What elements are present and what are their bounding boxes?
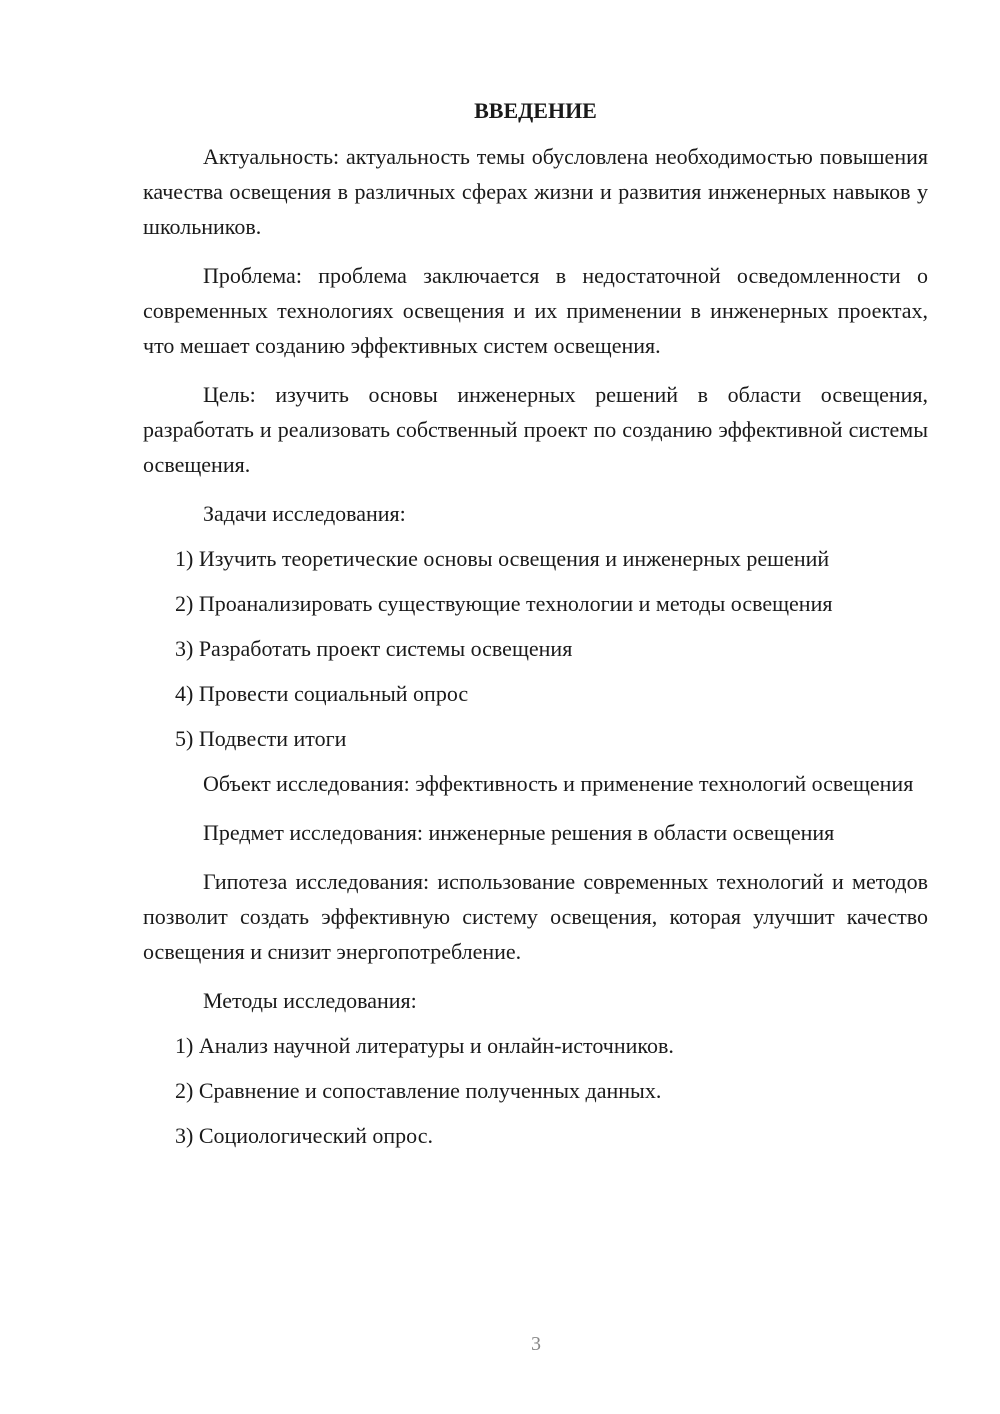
object-paragraph: Объект исследования: эффективность и применение технологий освещения bbox=[203, 771, 914, 796]
methods-label: Методы исследования: bbox=[203, 988, 417, 1013]
page-title: ВВЕДЕНИЕ bbox=[474, 98, 597, 123]
list-item: 5) Подвести итоги bbox=[175, 726, 347, 751]
hypothesis-paragraph: Гипотеза исследования: использование современных технологий и методов позволит создать эффективную систему освещения, которая улучшит качество освещения и снизит энергопотребление. bbox=[143, 869, 928, 964]
methods-list bbox=[143, 1028, 928, 1153]
list-item: 4) Провести социальный опрос bbox=[175, 681, 469, 706]
tasks-label: Задачи исследования: bbox=[203, 501, 406, 526]
goal-paragraph: Цель: изучить основы инженерных решений в области освещения, разработать и реализовать собственный проект по созданию эффективной системы освещения. bbox=[143, 382, 928, 477]
list-item: 1) Изучить теоретические основы освещения и инженерных решений bbox=[175, 546, 830, 571]
list-item: 2) Сравнение и сопоставление полученных данных. bbox=[175, 1078, 662, 1103]
tasks-list bbox=[143, 541, 928, 756]
subject-paragraph: Предмет исследования: инженерные решения в области освещения bbox=[203, 820, 835, 845]
list-item: 3) Социологический опрос. bbox=[175, 1123, 433, 1148]
list-item: 2) Проанализировать существующие технологии и методы освещения bbox=[175, 591, 833, 616]
list-item: 3) Разработать проект системы освещения bbox=[175, 636, 573, 661]
list-item: 1) Анализ научной литературы и онлайн-источников. bbox=[175, 1033, 674, 1058]
page-content bbox=[143, 96, 928, 1163]
page-number: 3 bbox=[531, 1333, 541, 1355]
problem-paragraph: Проблема: проблема заключается в недостаточной осведомленности о современных технологиях освещения и их применении в инженерных проектах, что мешает созданию эффективных систем освещения. bbox=[143, 263, 928, 358]
relevance-paragraph: Актуальность: актуальность темы обусловлена необходимостью повышения качества освещения в различных сферах жизни и развития инженерных навыков у школьников. bbox=[143, 144, 928, 239]
